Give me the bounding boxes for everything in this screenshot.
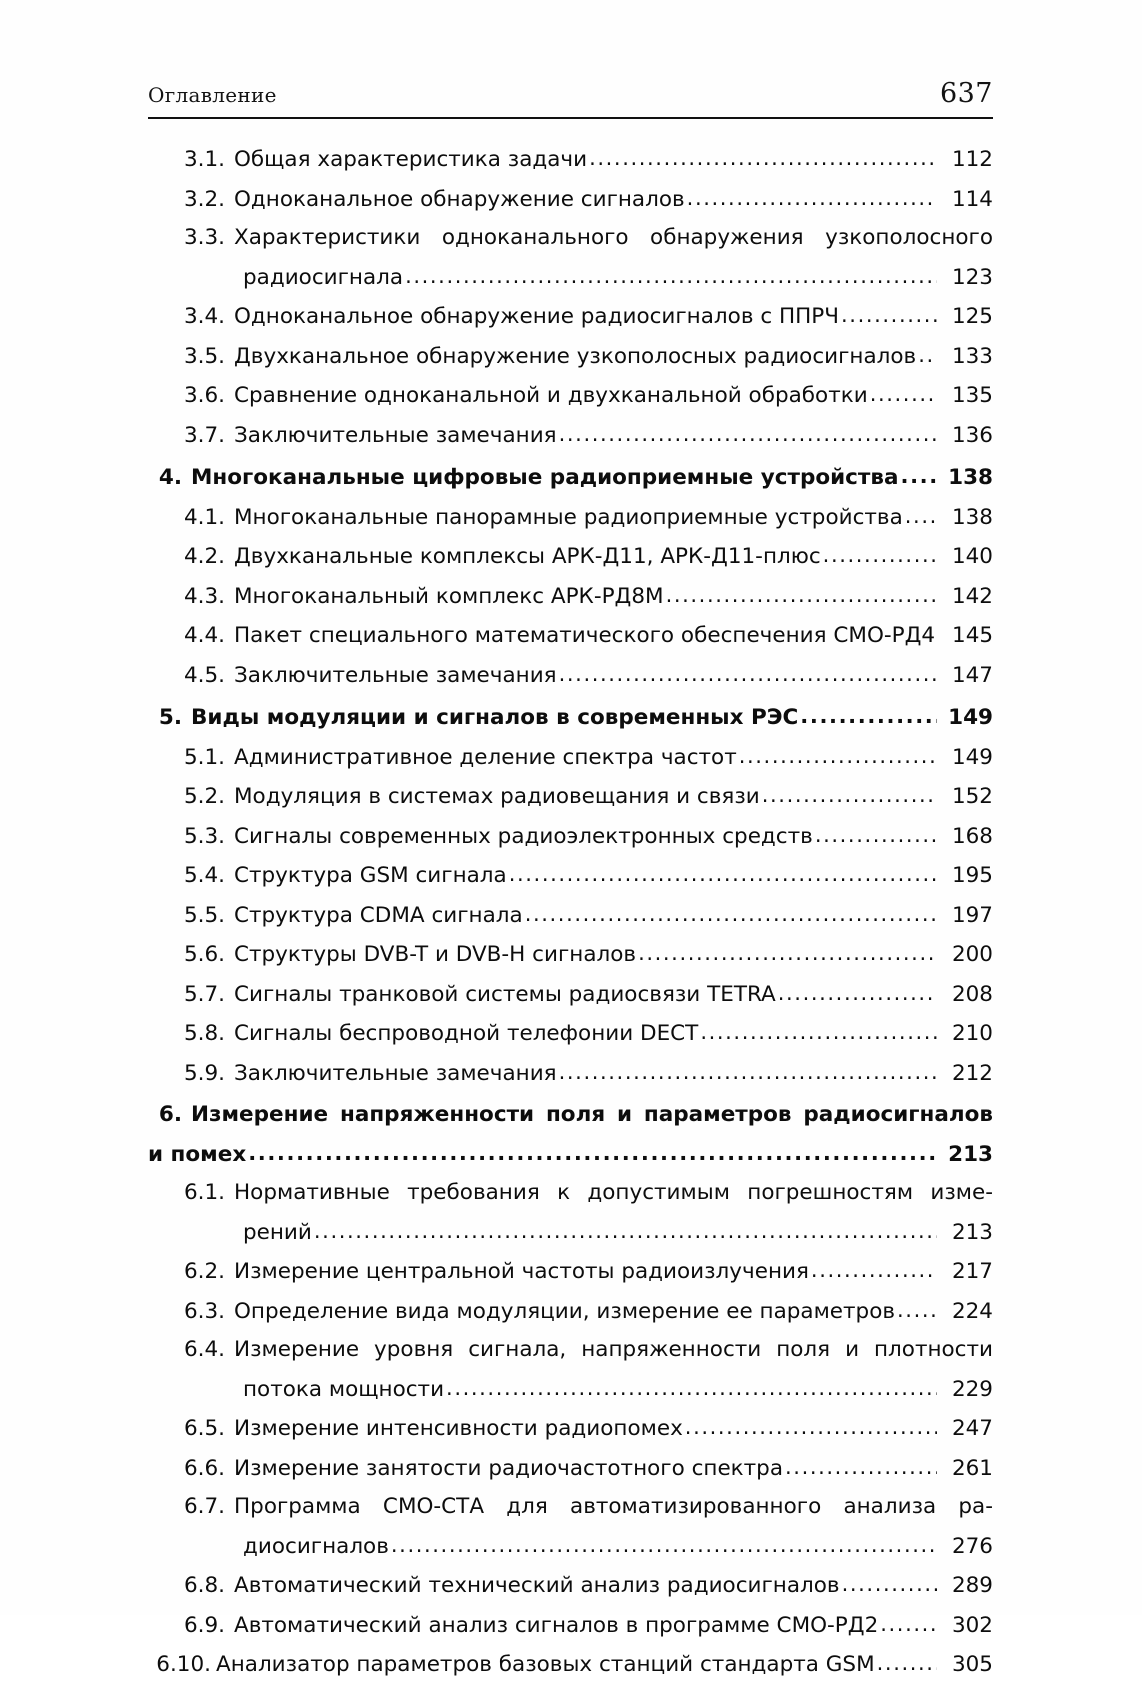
toc-entry-title: Сигналы транковой системы радиосвязи TETRA bbox=[234, 981, 776, 1007]
toc-leader-dots bbox=[905, 497, 937, 536]
table-of-contents-list bbox=[148, 140, 993, 1685]
toc-entry-number: 4.2. bbox=[183, 544, 225, 569]
toc-leader-dots bbox=[870, 375, 937, 414]
toc-entry-title: Сигналы современных радиоэлектронных средств bbox=[234, 823, 813, 849]
header-divider-rule bbox=[148, 117, 993, 119]
toc-entry-title: Программа СМО-СТА для автоматизированного анализа ра- bbox=[234, 1494, 993, 1519]
toc-entry-page-number: 114 bbox=[951, 186, 993, 212]
toc-entry-page-number: 195 bbox=[951, 863, 993, 888]
toc-entry[interactable] bbox=[148, 896, 993, 936]
toc-entry-page-number: 142 bbox=[951, 583, 993, 609]
toc-entry-title: Заключительные замечания bbox=[234, 1060, 557, 1086]
toc-entry[interactable] bbox=[148, 738, 993, 778]
toc-entry-number: 6.5. bbox=[183, 1416, 225, 1441]
toc-entry-title: Автоматический технический анализ радиосигналов bbox=[234, 1573, 840, 1598]
toc-entry-page-number: 212 bbox=[951, 1060, 993, 1086]
toc-entry-page-number: 145 bbox=[952, 623, 994, 648]
toc-entry-page-number: 229 bbox=[951, 1376, 993, 1402]
toc-entry-title: Характеристики одноканального обнаружения узкополосного bbox=[234, 225, 993, 250]
toc-entry-page-number: 168 bbox=[951, 823, 993, 849]
toc-entry-number: 6.8. bbox=[183, 1573, 225, 1598]
toc-entry-page-number: 135 bbox=[951, 383, 993, 408]
toc-entry-page-number: 289 bbox=[951, 1573, 993, 1598]
toc-entry-title: Измерение напряженности поля и параметров радиосигналов bbox=[191, 1102, 993, 1127]
toc-entry[interactable] bbox=[148, 777, 993, 817]
toc-entry-title: Структуры DVB-T и DVB-H сигналов bbox=[234, 942, 637, 967]
toc-entry-number: 5.8. bbox=[183, 1021, 225, 1046]
toc-leader-dots bbox=[880, 1605, 937, 1644]
toc-entry[interactable] bbox=[148, 458, 993, 498]
toc-entry-number: 6. bbox=[158, 1102, 182, 1127]
toc-entry-title: Модуляция в системах радиовещания и связи bbox=[234, 784, 760, 809]
toc-entry[interactable] bbox=[148, 1449, 993, 1489]
toc-entry-title: Сравнение одноканальной и двухканальной обработки bbox=[234, 383, 868, 408]
toc-entry-title: Структура CDMA сигнала bbox=[234, 902, 523, 928]
toc-entry-title-continued: и помех bbox=[148, 1141, 247, 1167]
toc-entry[interactable] bbox=[148, 656, 993, 696]
toc-entry[interactable] bbox=[148, 498, 993, 538]
toc-entry-title: Одноканальное обнаружение сигналов bbox=[234, 186, 685, 212]
toc-entry-number: 4.3. bbox=[183, 583, 225, 609]
toc-leader-dots bbox=[739, 737, 937, 776]
toc-entry[interactable] bbox=[148, 1645, 993, 1685]
toc-entry-title: Заключительные замечания bbox=[234, 662, 557, 688]
toc-entry-title: Измерение уровня сигнала, напряженности поля и плотности bbox=[234, 1337, 993, 1362]
toc-leader-dots bbox=[842, 1565, 937, 1604]
toc-entry[interactable] bbox=[148, 698, 993, 738]
toc-leader-dots bbox=[877, 1644, 937, 1683]
toc-entry[interactable] bbox=[148, 616, 993, 656]
toc-entry-number: 5.1. bbox=[183, 744, 225, 770]
toc-entry-title: Многоканальные панорамные радиоприемные устройства bbox=[234, 504, 903, 530]
toc-entry-page-number: 224 bbox=[951, 1298, 993, 1324]
toc-entry-title-continued: радиосигнала bbox=[243, 264, 404, 290]
toc-entry[interactable] bbox=[148, 140, 993, 180]
toc-entry[interactable] bbox=[148, 935, 993, 975]
toc-entry-title-continued: потока мощности bbox=[243, 1376, 445, 1402]
toc-leader-dots bbox=[666, 576, 937, 615]
toc-leader-dots bbox=[785, 1448, 937, 1487]
toc-leader-dots bbox=[559, 655, 937, 694]
toc-entry-title: Виды модуляции и сигналов в современных РЭС bbox=[191, 705, 799, 730]
toc-entry-title: Пакет специального математического обеспечения СМО-РД4 bbox=[234, 623, 936, 648]
toc-entry-title: Измерение центральной частоты радиоизлучения bbox=[234, 1259, 809, 1284]
toc-entry-number: 5.4. bbox=[183, 863, 225, 888]
toc-leader-dots bbox=[638, 934, 937, 973]
toc-entry-title: Многоканальный комплекс АРК-РД8М bbox=[234, 583, 664, 609]
toc-entry[interactable] bbox=[148, 817, 993, 857]
toc-entry-number: 4. bbox=[158, 465, 182, 490]
toc-entry[interactable] bbox=[148, 1409, 993, 1449]
toc-entry-page-number: 305 bbox=[951, 1652, 993, 1677]
toc-leader-dots bbox=[901, 457, 938, 496]
toc-entry[interactable] bbox=[148, 1566, 993, 1606]
toc-entry-title: Двухканальное обнаружение узкополосных радиосигналов bbox=[234, 343, 917, 369]
toc-entry-title: Нормативные требования к допустимым погрешностям изме- bbox=[234, 1180, 993, 1205]
toc-entry-number: 5. bbox=[158, 705, 182, 730]
page-folio-number: 637 bbox=[939, 78, 993, 109]
toc-entry[interactable] bbox=[148, 537, 993, 577]
toc-entry-page-number: 140 bbox=[951, 544, 993, 569]
toc-entry[interactable] bbox=[148, 180, 993, 220]
toc-entry-number: 6.1. bbox=[183, 1180, 225, 1205]
toc-leader-dots bbox=[314, 1212, 937, 1251]
toc-entry-number: 3.4. bbox=[183, 304, 225, 329]
toc-entry-page-number: 112 bbox=[951, 147, 993, 172]
toc-entry-title: Общая характеристика задачи bbox=[234, 147, 588, 172]
toc-entry-title: Анализатор параметров базовых станций стандарта GSM bbox=[216, 1652, 875, 1677]
toc-leader-dots bbox=[405, 257, 937, 296]
toc-leader-dots bbox=[559, 1053, 937, 1092]
toc-entry-title: Административное деление спектра частот bbox=[234, 744, 737, 770]
toc-leader-dots bbox=[800, 697, 937, 736]
toc-leader-dots bbox=[525, 895, 937, 934]
toc-entry-number: 5.9. bbox=[183, 1060, 225, 1086]
toc-entry[interactable] bbox=[148, 577, 993, 617]
toc-entry-title: Заключительные замечания bbox=[234, 422, 557, 448]
toc-entry-page-number: 138 bbox=[948, 465, 993, 490]
toc-entry-title: Многоканальные цифровые радиоприемные устройства bbox=[191, 465, 899, 490]
toc-leader-dots bbox=[700, 1013, 937, 1052]
toc-entry[interactable] bbox=[148, 1174, 993, 1252]
toc-entry[interactable] bbox=[148, 975, 993, 1015]
toc-entry-number: 6.3. bbox=[183, 1298, 225, 1324]
toc-entry-title: Двухканальные комплексы АРК-Д11, АРК-Д11-плюс bbox=[234, 544, 821, 569]
toc-entry-page-number: 247 bbox=[951, 1416, 993, 1441]
toc-entry-page-number: 149 bbox=[948, 705, 993, 730]
toc-leader-dots bbox=[897, 1291, 937, 1330]
toc-entry-number: 3.5. bbox=[183, 343, 225, 369]
toc-entry[interactable] bbox=[148, 1292, 993, 1332]
toc-entry-page-number: 147 bbox=[951, 662, 993, 688]
toc-leader-dots bbox=[841, 296, 937, 335]
toc-entry-number: 3.2. bbox=[183, 186, 225, 212]
toc-entry-number: 3.3. bbox=[183, 225, 225, 250]
toc-entry-page-number: 123 bbox=[951, 264, 993, 290]
running-head-title: Оглавление bbox=[148, 83, 277, 107]
toc-entry[interactable] bbox=[148, 1488, 993, 1566]
toc-leader-dots bbox=[559, 415, 937, 454]
toc-entry[interactable] bbox=[148, 219, 993, 297]
toc-leader-dots bbox=[815, 816, 937, 855]
toc-entry-page-number: 302 bbox=[951, 1612, 993, 1638]
toc-leader-dots bbox=[778, 974, 937, 1013]
toc-entry-page-number: 133 bbox=[951, 343, 993, 369]
toc-entry-page-number: 200 bbox=[951, 942, 993, 967]
toc-entry[interactable] bbox=[148, 337, 993, 377]
toc-entry-title-continued: рений bbox=[243, 1219, 312, 1245]
toc-entry-title: Определение вида модуляции, измерение ее параметров bbox=[234, 1298, 896, 1324]
toc-entry-page-number: 213 bbox=[951, 1219, 993, 1245]
toc-leader-dots bbox=[811, 1251, 937, 1290]
toc-entry-number: 4.1. bbox=[183, 504, 225, 530]
toc-leader-dots bbox=[687, 179, 937, 218]
toc-entry-number: 3.1. bbox=[183, 147, 225, 172]
toc-entry-page-number: 210 bbox=[951, 1021, 993, 1046]
running-head bbox=[148, 78, 993, 109]
toc-entry-page-number: 261 bbox=[951, 1455, 993, 1481]
toc-leader-dots bbox=[823, 536, 937, 575]
toc-entry[interactable] bbox=[148, 416, 993, 456]
toc-entry-page-number: 152 bbox=[951, 784, 993, 809]
toc-entry-page-number: 138 bbox=[951, 504, 993, 530]
toc-entry-page-number: 213 bbox=[948, 1141, 993, 1167]
toc-leader-dots bbox=[248, 1134, 937, 1173]
toc-leader-dots bbox=[762, 776, 937, 815]
toc-leader-dots bbox=[509, 855, 937, 894]
toc-entry-number: 3.7. bbox=[183, 422, 225, 448]
toc-entry-page-number: 197 bbox=[951, 902, 993, 928]
toc-entry-number: 6.9. bbox=[183, 1612, 225, 1638]
toc-entry-title: Измерение занятости радиочастотного спектра bbox=[234, 1455, 784, 1481]
toc-entry-number: 4.4. bbox=[183, 623, 225, 648]
toc-leader-dots bbox=[918, 336, 937, 375]
toc-entry-number: 5.3. bbox=[183, 823, 225, 849]
toc-leader-dots bbox=[391, 1526, 937, 1565]
toc-entry[interactable] bbox=[148, 1096, 993, 1174]
toc-entry-title: Структура GSM сигнала bbox=[234, 863, 507, 888]
toc-entry[interactable] bbox=[148, 297, 993, 337]
toc-entry-number: 6.10. bbox=[156, 1652, 211, 1677]
toc-entry-number: 6.6. bbox=[183, 1455, 225, 1481]
toc-entry[interactable] bbox=[148, 376, 993, 416]
toc-entry-page-number: 276 bbox=[951, 1533, 993, 1559]
toc-entry[interactable] bbox=[148, 1014, 993, 1054]
toc-entry-number: 4.5. bbox=[183, 662, 225, 688]
toc-leader-dots bbox=[685, 1408, 937, 1447]
toc-entry-page-number: 217 bbox=[951, 1259, 993, 1284]
toc-entry-number: 6.2. bbox=[183, 1259, 225, 1284]
toc-entry-title-continued: диосигналов bbox=[243, 1533, 389, 1559]
toc-entry-number: 6.7. bbox=[183, 1494, 225, 1519]
toc-entry[interactable] bbox=[148, 1331, 993, 1409]
toc-entry-title: Измерение интенсивности радиопомех bbox=[234, 1416, 683, 1441]
toc-entry[interactable] bbox=[148, 1252, 993, 1292]
toc-entry-number: 5.7. bbox=[183, 981, 225, 1007]
toc-entry[interactable] bbox=[148, 1054, 993, 1094]
toc-entry-number: 6.4. bbox=[183, 1337, 225, 1362]
toc-entry-number: 5.6. bbox=[183, 942, 225, 967]
toc-entry-number: 3.6. bbox=[183, 383, 225, 408]
toc-entry-title: Автоматический анализ сигналов в программе СМО-РД2 bbox=[234, 1612, 879, 1638]
toc-entry[interactable] bbox=[148, 856, 993, 896]
toc-entry-title: Сигналы беспроводной телефонии DECT bbox=[234, 1021, 699, 1046]
toc-leader-dots bbox=[446, 1369, 937, 1408]
toc-entry-page-number: 149 bbox=[951, 744, 993, 770]
toc-leader-dots bbox=[589, 139, 937, 178]
toc-entry-page-number: 136 bbox=[951, 422, 993, 448]
toc-entry-page-number: 208 bbox=[951, 981, 993, 1007]
toc-entry-title: Одноканальное обнаружение радиосигналов с ППРЧ bbox=[234, 304, 840, 329]
toc-entry-page-number: 125 bbox=[951, 304, 993, 329]
toc-entry-number: 5.2. bbox=[183, 784, 225, 809]
toc-entry[interactable] bbox=[148, 1606, 993, 1646]
toc-entry-number: 5.5. bbox=[183, 902, 225, 928]
